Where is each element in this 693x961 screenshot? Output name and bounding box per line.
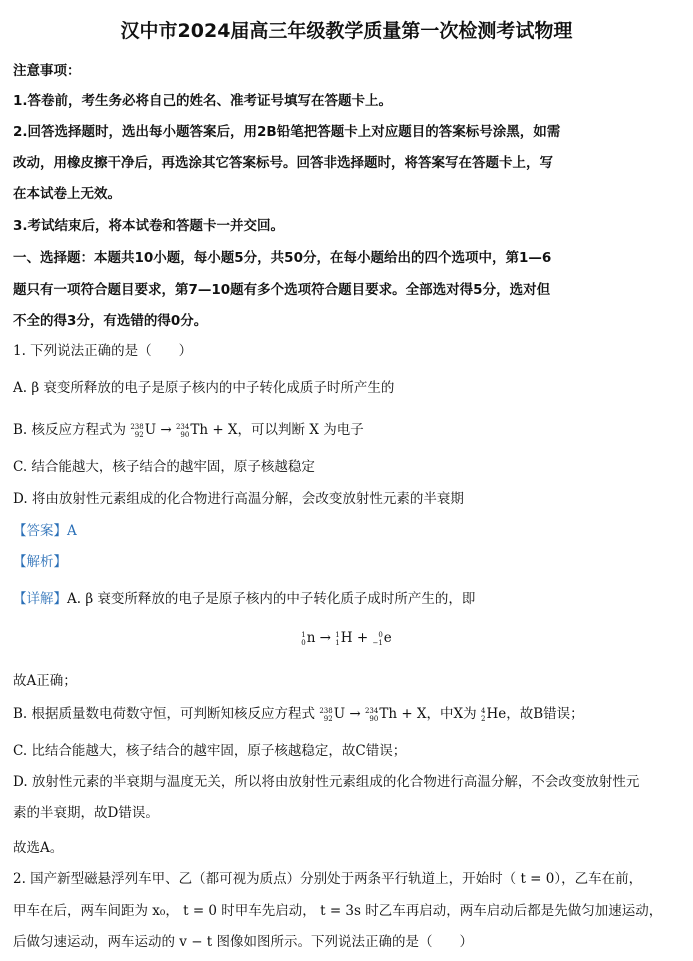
- question-1-option-d: D. 将由放射性元素组成的化合物进行高温分解，会改变放射性元素的半衰期: [13, 491, 464, 507]
- detail-d-line-2: 素的半衰期，故D错误。: [13, 805, 159, 821]
- notice-item-2-line-1: 2.回答选择题时，选出每小题答案后，用2B铅笔把答题卡上对应题目的答案标号涂黑，如需: [13, 124, 561, 140]
- question-1-option-b: [13, 420, 683, 440]
- notice-item-2-line-2: 改动，用橡皮擦干净后，再选涂其它答案标号。回答非选择题时，将答案写在答题卡上，写: [13, 155, 553, 171]
- option-b-equation-tail: Th + X，可以判断 X 为电子: [190, 422, 364, 438]
- detail-d-line-1: D. 放射性元素的半衰期与温度无关，所以将由放射性元素组成的化合物进行高温分解，不会改变放射性元: [13, 774, 640, 790]
- notice-heading: 注意事项：: [13, 63, 81, 79]
- question-2-line-2: 甲车在后，两车间距为 x₀， t = 0 时甲车先启动， t = 3s 时乙车再启动，两车启动后都是先做匀加速运动，: [13, 903, 663, 919]
- section-1-line-3: 不全的得3分，有选错的得0分。: [13, 313, 208, 329]
- detail-b: B. 根据质量数电荷数守恒，可判断知核反应方程式 238 92 U → 234 90 Th + X，中X为 4 2 He，故B错误；: [13, 706, 584, 723]
- question-1-option-a: A. β 衰变所释放的电子是原子核内的中子转化成质子时所产生的: [13, 380, 395, 396]
- option-b-equation: U →: [144, 422, 172, 438]
- u-nuclide-index: 238 92: [130, 422, 144, 439]
- answer-label: 【答案】A: [13, 523, 77, 539]
- notice-item-2-line-3: 在本试卷上无效。: [13, 186, 121, 202]
- beta-decay-equation: 1 0 n → 1 1 H + 0 −1 e: [301, 630, 392, 647]
- detail-a: [13, 589, 683, 609]
- question-2-line-3: 后做匀速运动，两车运动的 v − t 图像如图所示。下列说法正确的是（ ）: [13, 934, 474, 950]
- page-title: 汉中市2024届高三年级教学质量第一次检测考试物理: [120, 20, 573, 42]
- section-1-line-2: 题只有一项符合题目要求，第7—10题有多个选项符合题目要求。全部选对得5分，选对但: [13, 282, 551, 298]
- notice-item-1: 1.答卷前，考生务必将自己的姓名、准考证号填写在答题卡上。: [13, 93, 393, 109]
- question-1-option-c: C. 结合能越大，核子结合的越牢固，原子核越稳定: [13, 459, 315, 475]
- detail-tag: 【详解】: [13, 591, 67, 607]
- notice-item-3: 3.考试结束后，将本试卷和答题卡一并交回。: [13, 218, 285, 234]
- detail-choose: 故选A。: [13, 840, 64, 856]
- section-1-line-1: 一、选择题：本题共10小题，每小题5分，共50分，在每小题给出的四个选项中，第1—6: [13, 250, 552, 266]
- detail-a-conclusion: 故A正确；: [13, 673, 77, 689]
- analysis-label: 【解析】: [13, 554, 67, 570]
- th-nuclide-index: 234 90: [175, 422, 190, 439]
- option-b-prefix: B. 核反应方程式为: [13, 422, 127, 438]
- detail-c: C. 比结合能越大，核子结合的越牢固，原子核越稳定，故C错误；: [13, 743, 407, 759]
- question-1-stem: 1. 下列说法正确的是（ ）: [13, 343, 193, 359]
- question-2-line-1: 2. 国产新型磁悬浮列车甲、乙（都可视为质点）分别处于两条平行轨道上，开始时（ t = 0），乙车在前，: [13, 871, 643, 887]
- detail-a-text: A. β 衰变所释放的电子是原子核内的中子转化质子成时所产生的，即: [67, 591, 476, 607]
